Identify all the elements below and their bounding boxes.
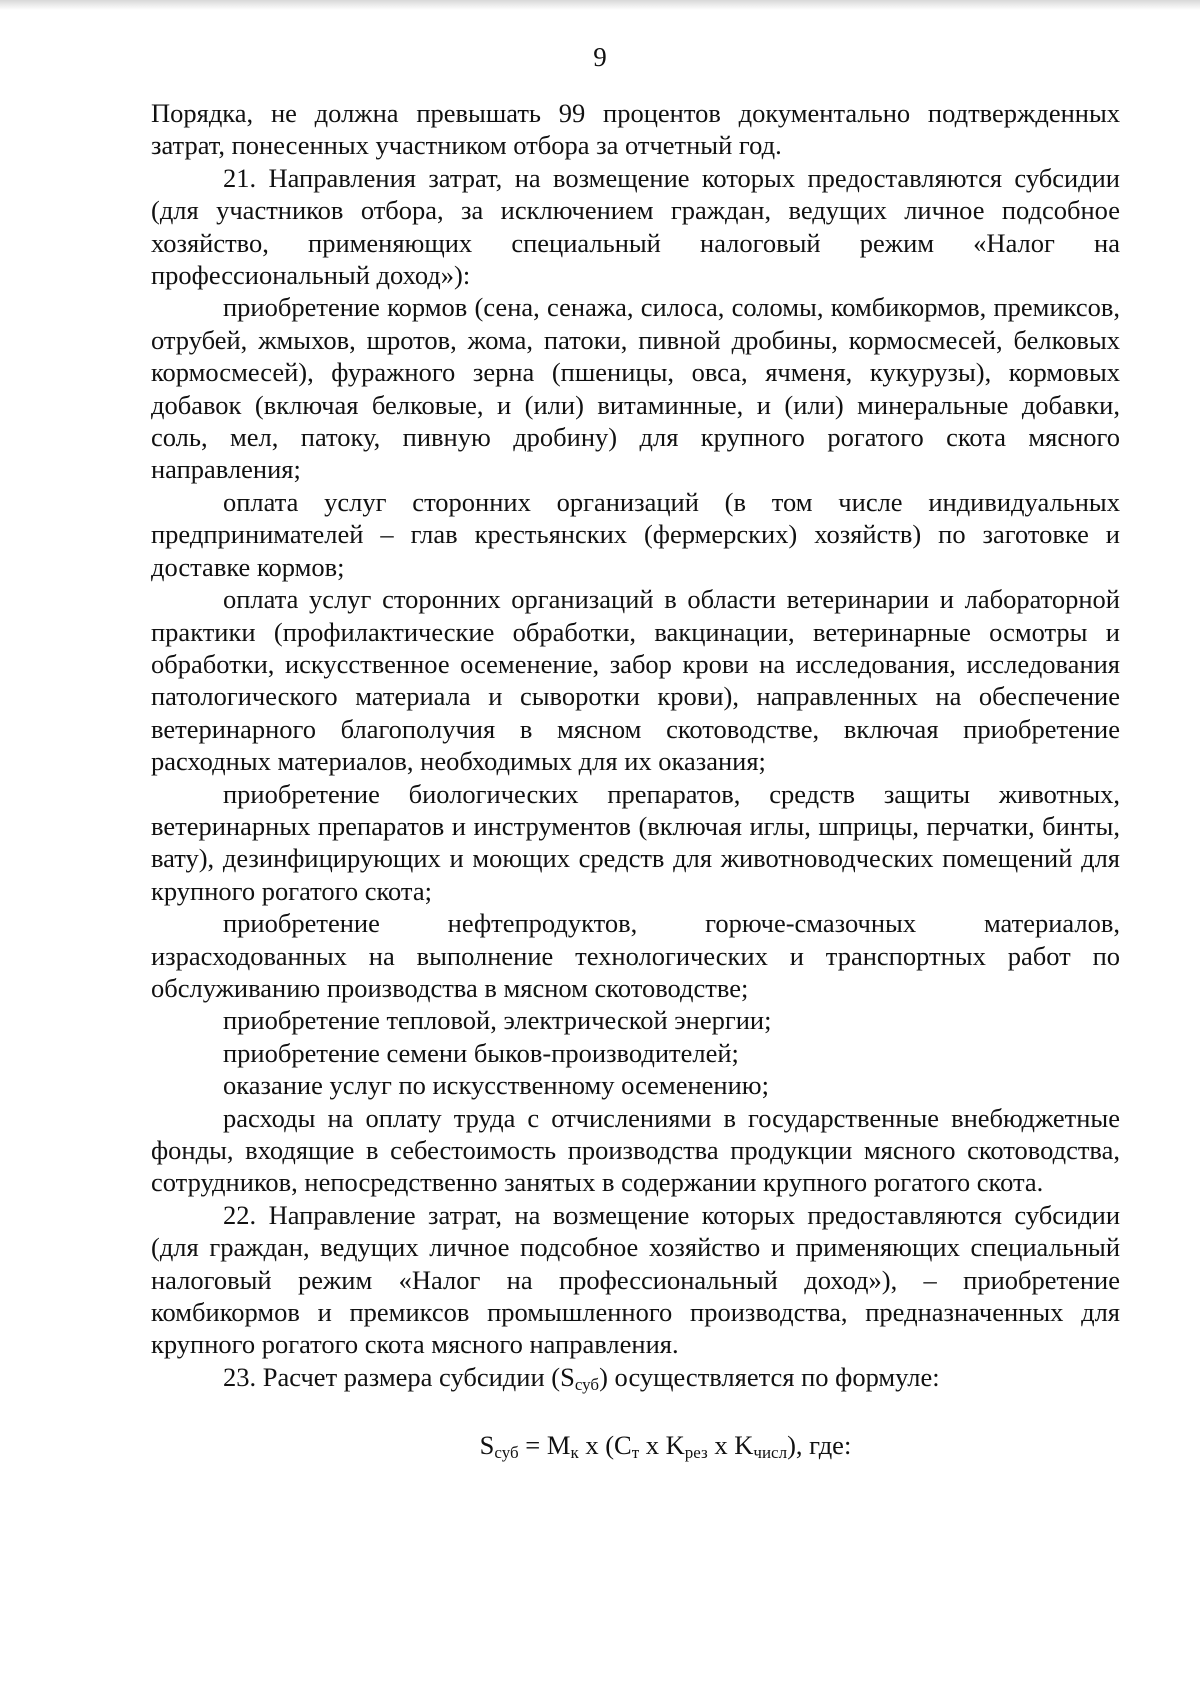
- paragraph-22: 22. Направление затрат, на возмещение которых предоставляются субсидии (для граждан, ведущих личное подсобное хозяйство и применяющих специальный налоговый режим «Налог на профессиональный доход»), – приобретение комбикормов и премиксов промышленного производства, предназначенных для крупного рогатого скота мясного направления.: [151, 1199, 1120, 1360]
- list-item-feed-services: оплата услуг сторонних организаций (в том числе индивидуальных предпринимателей – глав крестьянских (фермерских) хозяйств) по заготовке и доставке кормов;: [151, 486, 1120, 582]
- list-item-feed-purchase: приобретение кормов (сена, сенажа, силоса, соломы, комбикормов, премиксов, отрубей, жмыхов, шротов, жома, патоки, пивной дробины, кормосмесей, белковых кормосмесей), фуражного зерна (пшеницы, овса, ячменя, кукурузы), кормовых добавок (включая белковые, и (или) витаминные, и (или) минеральные добавки, соль, мел, патоку, пивную дробину) для крупного рогатого скота мясного направления;: [151, 292, 1120, 485]
- list-item-labor-costs: расходы на оплату труда с отчислениями в государственные внебюджетные фонды, входящие в себестоимость производства продукции мясного скотоводства, сотрудников, непосредственно занятых в содержании крупного рогатого скота.: [151, 1102, 1120, 1198]
- paragraph-23: 23. Расчет размера субсидии $(S_{суб})$ осуществляется по формуле:: [223, 1361, 940, 1394]
- scan-edge: [0, 0, 1200, 10]
- paragraph-continuation: Порядка, не должна превышать 99 процентов документально подтвержденных затрат, понесенных участником отбора за отчетный год.: [151, 98, 1120, 161]
- list-item-energy: приобретение тепловой, электрической энергии;: [223, 1005, 772, 1036]
- subsidy-formula: $S_{суб} = M_к$ x ($C_т$ x $K_{рез}$ x $K_{числ}$), где:: [479, 1430, 852, 1463]
- list-item-biologicals: приобретение биологических препаратов, средств защиты животных, ветеринарных препаратов и инструментов (включая иглы, шприцы, перчатки, бинты, вату), дезинфицирующих и моющих средств для животноводческих помещений для крупного рогатого скота;: [151, 778, 1120, 906]
- list-item-veterinary-services: оплата услуг сторонних организаций в области ветеринарии и лабораторной практики (профилактические обработки, вакцинации, ветеринарные осмотры и обработки, искусственное осеменение, забор крови на исследования, исследования патологического материала и сыворотки крови), направленных на обеспечение ветеринарного благополучия в мясном скотоводстве, включая приобретение расходных материалов, необходимых для их оказания;: [151, 584, 1120, 777]
- list-item-fuel: приобретение нефтепродуктов, горюче-смазочных материалов, израсходованных на выполнение технологических и транспортных работ по обслуживанию производства в мясном скотоводстве;: [151, 908, 1120, 1003]
- list-item-semen: приобретение семени быков-производителей;: [223, 1037, 739, 1068]
- document-body: [151, 97, 1120, 1462]
- list-item-insemination: оказание услуг по искусственному осеменению;: [223, 1070, 769, 1101]
- paragraph-21: 21. Направления затрат, на возмещение которых предоставляются субсидии (для участников отбора, за исключением граждан, ведущих личное подсобное хозяйство, применяющих специальный налоговый режим «Налог на профессиональный доход»):: [151, 162, 1120, 291]
- page-number: 9: [593, 42, 607, 72]
